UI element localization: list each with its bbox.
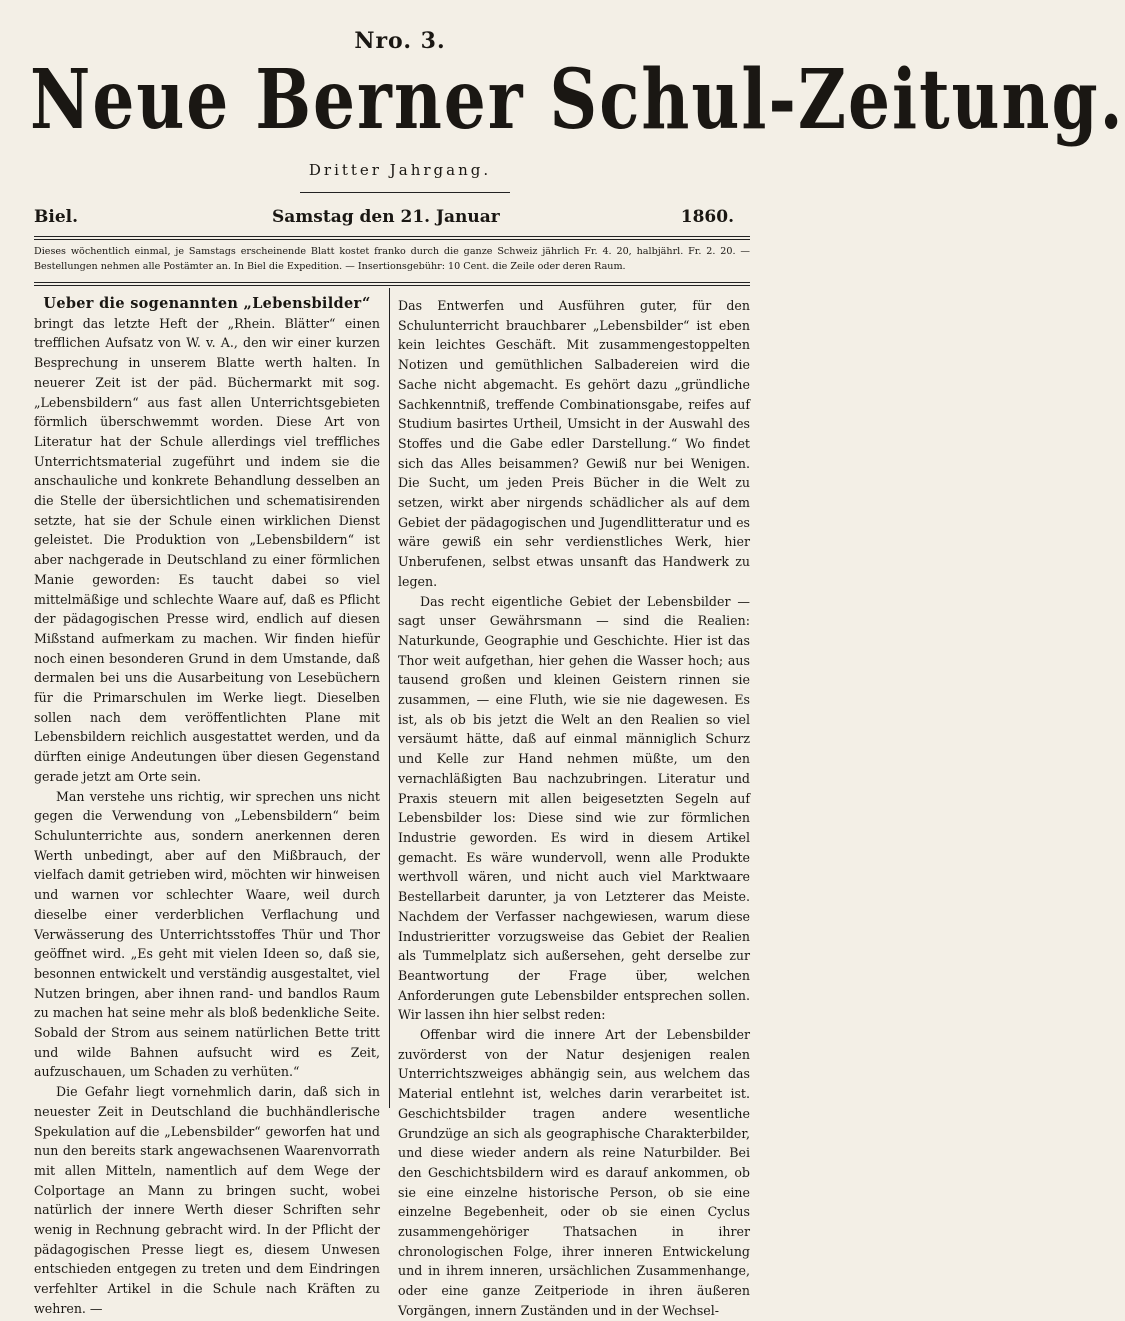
article-paragraph: Das Entwerfen und Ausführen guter, für den Schulunterricht brauchbarer „Lebensbilder“ ist eben kein leichtes Geschäft. Mit zusammengestoppelten Notizen und gemüthlichen Salbadereien wird die Sache nicht abgemacht. Es gehört dazu „gründliche Sachkenntniß, treffende Combinationsgabe, reifes auf Studium basirtes Urtheil, Umsicht in der Auswahl des Stoffes und die Gabe edler Darstellung.“ Wo findet sich das Alles beisammen? Gewiß nur bei Wenigen. Die Sucht, um jeden Preis Bücher in die Welt zu setzen, wirkt aber nirgends schädlicher als auf dem Gebiet der pädagogischen und Jugendlitteratur und es wäre gewiß ein sehr verdienstliches Werk, hier Unberufenen, selbst etwas unsanft das Handwerk zu legen. (398, 298, 750, 589)
article-paragraph: Man verstehe uns richtig, wir sprechen uns nicht gegen die Verwendung von „Lebensbildern“ beim Schulunterrichte aus, sondern anerkennen deren Werth unbedingt, aber auf den Mißbrauch, der vielfach damit getrieben wird, möchten wir hinweisen und warnen vor schlechter Waare, weil durch dieselbe einer verderblichen Verflachung und Verwässerung des Unterrichtsstoffes Thür und Thor geöffnet wird. „Es geht mit vielen Ideen so, daß sie, besonnen entwickelt und verständig ausgestaltet, viel Nutzen bringen, aber ihnen rand- und bandlos Raum zu machen hat seine mehr als bloß bedenkliche Seite. Sobald der Strom aus seinem natürlichen Bette tritt und wilde Bahnen aufsucht wird es Zeit, aufzuschauen, um Schaden zu verhüten.“ (34, 788, 380, 1080)
column-divider (389, 288, 390, 1108)
article-paragraph: Die Gefahr liegt vornehmlich darin, daß sich in neuester Zeit in Deutschland die buchhändlerische Spekulation auf die „Lebensbilder“ geworfen hat und nun den bereits stark angewachsenen Waarenvorrath mit allen Mitteln, namentlich auf dem Wege der Colportage an Mann zu bringen sucht, wobei natürlich der innere Werth dieser Schriften sehr wenig in Rechnung gebracht wird. In der Pflicht der pädagogischen Presse liegt es, diesem Unwesen entschieden entgegen zu treten und dem Eindringen verfehlter Artikel in die Schule nach Kräften zu wehren. — (34, 1084, 380, 1316)
masthead-title: Neue Berner Schul-Zeitung. (30, 50, 1125, 148)
divider-rule (34, 282, 750, 283)
article-column-left (34, 294, 380, 1319)
article-paragraph: Das recht eigentliche Gebiet der Lebensbilder — sagt unser Gewährsmann — sind die Realien: Naturkunde, Geographie und Geschichte. Hier ist das Thor weit aufgethan, hier gehen die Wasser hoch; aus tausend großen und kleinen Geistern rinnen sie zusammen, — eine Fluth, wie sie nie dagewesen. Es ist, als ob bis jetzt die Welt an den Realien so viel versäumt hätte, daß auf einmal männiglich Schurz und Kelle zur Hand nehmen müßte, um den vernachläßigten Bau nachzubringen. Literatur und Praxis steuern mit allen beigesetzten Segeln auf Lebensbilder los: Diese sind wie zur förmlichen Industrie geworden. Es wird in diesem Artikel gemacht. Es wäre wundervoll, wenn alle Produkte werthvoll wären, und nicht auch viel Marktwaare Bestellarbeit darunter, ja von Letzterer das Meiste. Nachdem der Verfasser nachgewiesen, warum diese Industrieritter vorzugsweise das Gebiet der Realien als Tummelplatz sich außersehen, geht derselbe zur Beantwortung der Frage über, welchen Anforderungen gute Lebensbilder entsprechen sollen. Wir lassen ihn hier selbst reden: (398, 593, 750, 1023)
divider-rule (300, 192, 510, 193)
article-title: Ueber die sogenannten „Lebensbilder“ (43, 295, 371, 312)
dateline (34, 207, 734, 233)
year-label: 1860. (680, 207, 734, 227)
issue-number: Nro. 3. (354, 28, 446, 54)
date-label: Samstag den 21. Januar (272, 207, 500, 227)
divider-rule (34, 236, 750, 237)
divider-rule (34, 239, 750, 240)
place-label: Biel. (34, 207, 79, 227)
divider-rule (34, 285, 750, 286)
article-column-right (398, 296, 750, 1321)
subscription-notice: Dieses wöchentlich einmal, je Samstags erscheinende Blatt kostet franko durch die ganze Schweiz jährlich Fr. 4. 20, halbjährl. Fr. 2. 20. — Bestellungen nehmen alle Postämter an. In Biel die Expedition. — Insertionsgebühr: 10 Cent. die Zeile oder deren Raum. (34, 246, 750, 272)
volume-line: Dritter Jahrgang. (308, 161, 492, 179)
article-paragraph: bringt das letzte Heft der „Rhein. Blätter“ einen trefflichen Aufsatz von W. v. A., den wir einer kurzen Besprechung in unserem Blatte werth halten. In neuerer Zeit ist der päd. Büchermarkt mit sog. „Lebensbildern“ aus fast allen Unterrichtsgebieten förmlich überschwemmt worden. Diese Art von Literatur hat der Schule allerdings viel treffliches Unterrichtsmaterial zugeführt und indem sie die anschauliche und konkrete Behandlung desselben an die Stelle der übersichtlichen und schematisirenden setzte, hat sie der Schule einen wirklichen Dienst geleistet. Die Produktion von „Lebensbildern“ ist aber nachgerade in Deutschland zu einer förmlichen Manie geworden: Es taucht dabei so viel mittelmäßige und schlechte Waare auf, daß es Pflicht der pädagogischen Presse wird, endlich auf diesen Mißstand aufmerkam zu machen. Wir finden hiefür noch einen besonderen Grund in dem Umstande, daß dermalen bei uns die Ausarbeitung von Lesebüchern für die Primarschulen im Werke liegt. Dieselben sollen nach dem veröffentlichten Plane mit Lebensbildern reichlich ausgestattet werden, und da dürften einige Andeutungen über diesen Gegenstand gerade jetzt am Orte sein. (34, 315, 380, 784)
article-paragraph: Offenbar wird die innere Art der Lebensbilder zuvörderst von der Natur desjenigen realen Unterrichtszweiges abhängig sein, aus welchem das Material entlehnt ist, welches darin verarbeitet ist. Geschichtsbilder tragen andere wesentliche Grundzüge an sich als geographische Charakterbilder, und diese wieder andern als reine Naturbilder. Bei den Geschichtsbildern wird es darauf ankommen, ob sie eine einzelne historische Person, ob sie eine einzelne Begebenheit, oder ob sie einen Cyclus zusammengehöriger Thatsachen in ihrer chronologischen Folge, ihrer inneren Entwickelung und in ihrem inneren, ursächlichen Zusammenhange, oder eine ganze Zeitperiode in ihren äußeren Vorgängen, innern Zuständen und in der Wechsel- (398, 1027, 750, 1318)
